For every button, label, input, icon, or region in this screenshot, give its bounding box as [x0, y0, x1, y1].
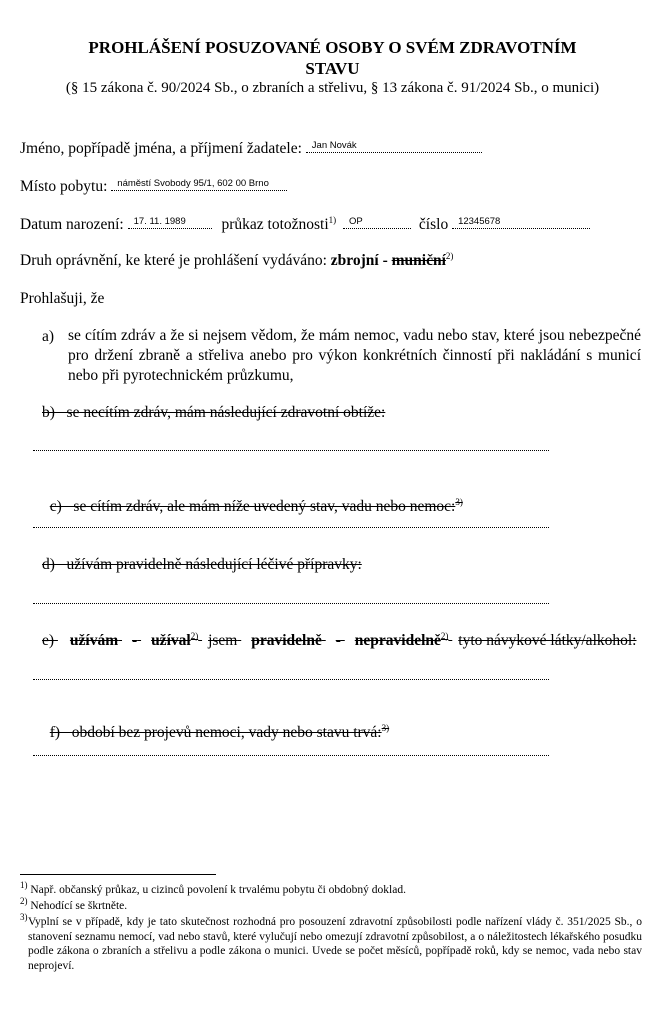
item-d-answer-line[interactable]: [33, 603, 549, 604]
item-f: f) období bez projevů nemoci, vady nebo stavu trvá:: [49, 724, 382, 741]
permit-label: Druh oprávnění, ke které je prohlášení vydáváno:: [20, 252, 327, 269]
footnote-1-text: Např. občanský průkaz, u cizinců povolení k trvalému pobytu či obdobný doklad.: [30, 884, 406, 896]
item-c: c) se cítím zdráv, ale mám níže uvedený stav, vadu nebo nemoc:: [49, 498, 456, 515]
footnote-rule: [20, 874, 216, 875]
item-e-used: užíval: [151, 632, 191, 649]
birth-label: Datum narození:: [20, 216, 124, 233]
id-label: průkaz totožnosti: [221, 216, 329, 233]
residence-field[interactable]: [111, 176, 287, 191]
footnote-3-mark-wrap: [20, 912, 28, 930]
item-f-row: [42, 706, 389, 742]
item-e-using: užívám: [69, 632, 119, 649]
item-f-footnote-ref: 3): [381, 722, 390, 733]
id-type-field[interactable]: [343, 214, 411, 229]
item-c-footnote-ref: 3): [455, 496, 463, 507]
name-row: [20, 138, 482, 158]
item-e-footnote-ref1: 2): [190, 630, 199, 641]
item-e-marker: e): [42, 632, 55, 649]
residence-value: náměstí Svobody 95/1, 602 00 Brno: [117, 178, 269, 189]
item-a-marker: a): [42, 328, 55, 345]
item-e-regularly: pravidelně: [251, 632, 322, 649]
item-a-text: se cítím zdráv a že si nejsem vědom, že mám nemoc, vadu nebo stav, které jsou nebezpečné pro držení zbraně a střeliva anebo pro výkon konkrétních činností při nakládání s municí nebo při pyrotechnickém průzkumu,: [68, 327, 641, 384]
number-label: číslo: [418, 216, 449, 233]
id-type-value: OP: [349, 216, 363, 227]
item-e-sep2: -: [335, 632, 341, 649]
item-b: b) se necítím zdráv, mám následující zdravotní obtíže:: [42, 404, 386, 421]
footnote-2-text: Nehodící se škrtněte.: [30, 900, 128, 912]
residence-row: [20, 176, 287, 196]
birth-id-row: [20, 214, 590, 234]
document-title-line2: STAVU: [305, 59, 360, 78]
name-value: Jan Novák: [311, 140, 357, 151]
footnote-3-text: Vyplní se v případě, kdy je tato skutečnost rozhodná pro posouzení zdravotní způsobilosti podle nařízení vlády č. 351/2025 Sb., o stanovení seznamu nemocí, vad nebo stavů, které vylučují nebo omezují zdravotní způsobilost, a o náležitostech lékařského posudku podle zákona o zbraních a střelivu a podle zákona o munici. Uvede se počet měsíců, popřípadě roků, kdy se nemoc, vada nebo stav neprojeví.: [28, 916, 642, 972]
number-value: 12345678: [458, 216, 501, 227]
footnote-2-mark: 2): [20, 896, 28, 907]
item-e-jsem: jsem: [208, 632, 238, 649]
item-e-irregularly: nepravidelně: [354, 632, 441, 649]
number-field[interactable]: [452, 214, 590, 229]
permit-row: [20, 252, 453, 270]
item-e-sep1: -: [132, 632, 138, 649]
residence-label: Místo pobytu:: [20, 178, 108, 195]
item-e-footnote-ref2: 2): [440, 630, 449, 641]
footnote-3-mark: 3): [20, 912, 28, 923]
item-e-substances: tyto návykové látky/alkohol:: [458, 632, 637, 649]
item-c-answer-line[interactable]: [33, 527, 549, 528]
birth-value: 17. 11. 1989: [133, 216, 186, 227]
item-e-answer-line[interactable]: [33, 679, 549, 680]
name-label: Jméno, popřípadě jména, a příjmení žadatele:: [20, 140, 302, 157]
permit-weapon: zbrojní: [330, 252, 379, 269]
footnote-1-mark: 1): [20, 880, 28, 891]
permit-munition: muniční: [391, 252, 446, 269]
item-b-answer-line[interactable]: [33, 450, 549, 451]
item-c-row: [42, 480, 463, 516]
item-e-row: [42, 632, 637, 650]
declaration-intro: Prohlašuji, že: [20, 290, 105, 307]
birth-field[interactable]: [128, 214, 212, 229]
item-f-answer-line[interactable]: [33, 755, 549, 756]
document-subtitle: (§ 15 zákona č. 90/2024 Sb., o zbraních a střelivu, § 13 zákona č. 91/2024 Sb., o munici): [65, 80, 600, 96]
footnote-2: [20, 896, 128, 914]
item-d: d) užívám pravidelně následující léčivé přípravky:: [42, 556, 362, 573]
id-footnote-ref: 1): [328, 214, 337, 225]
permit-footnote-ref: 2): [445, 250, 454, 261]
name-field[interactable]: [306, 138, 482, 153]
permit-separator: -: [382, 252, 388, 269]
document-title-line1: PROHLÁŠENÍ POSUZOVANÉ OSOBY O SVÉM ZDRAVOTNÍM: [88, 38, 577, 57]
footnote-1: [20, 880, 406, 898]
